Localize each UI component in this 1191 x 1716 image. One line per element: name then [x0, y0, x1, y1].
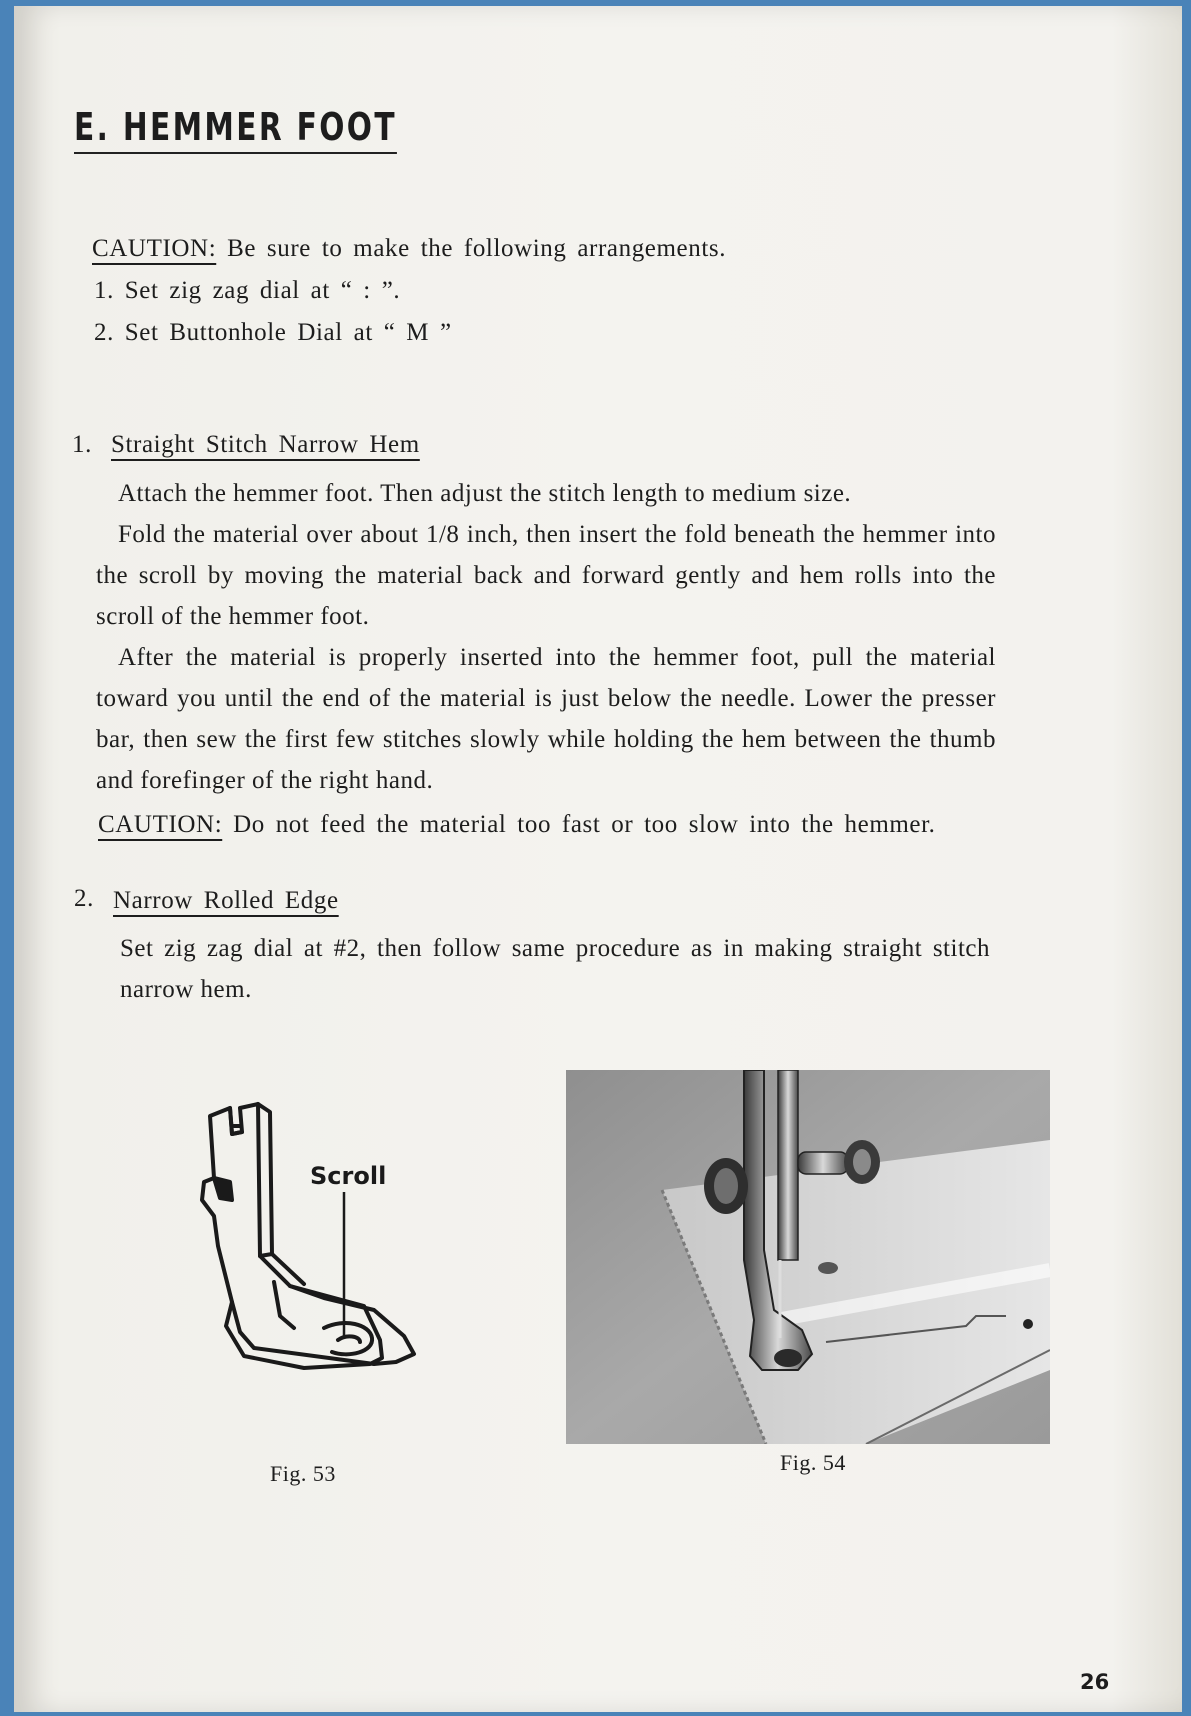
step1-heading: Straight Stitch Narrow Hem [111, 431, 420, 458]
step1-para3: After the material is properly inserted into the hemmer foot, pull the material toward you until the end of the material is just below the needle. Lower the presser bar, then sew the first few stitches slowly while holding the hem between the thumb and forefinger of the right hand. [96, 644, 996, 794]
hemmer-foot-illustration [174, 1096, 454, 1416]
caution-item-1: 1. Set zig zag dial at “ : ”. [94, 277, 401, 304]
step2-heading: Narrow Rolled Edge [113, 887, 339, 914]
caution-text: Be sure to make the following arrangements. [227, 235, 727, 262]
manual-page [14, 6, 1182, 1712]
caution-label: CAUTION: [92, 235, 217, 262]
scroll-callout-label: Scroll [310, 1162, 387, 1190]
step1-caution-label: CAUTION: [98, 811, 223, 838]
step2-para: Set zig zag dial at #2, then follow same procedure as in making straight stitch narrow hem. [120, 935, 990, 1003]
section-title: E. HEMMER FOOT [74, 104, 397, 154]
step1-number: 1. [72, 431, 92, 458]
step1-para1: Attach the hemmer foot. Then adjust the stitch length to medium size. [118, 480, 852, 507]
caution-line [92, 230, 992, 268]
step2-number: 2. [74, 885, 94, 912]
hemmer-foot-photo [566, 1070, 1050, 1444]
step1-para2: Fold the material over about 1/8 inch, then insert the fold beneath the hemmer into the scroll by moving the material back and forward gently and hem rolls into the scroll of the hemmer foot. [96, 521, 996, 630]
step1-caution-text: Do not feed the material too fast or too slow into the hemmer. [233, 811, 936, 838]
page-number: 26 [1080, 1670, 1110, 1694]
fig54-caption: Fig. 54 [780, 1450, 846, 1475]
fig53-caption: Fig. 53 [270, 1461, 336, 1486]
caution-item-2: 2. Set Buttonhole Dial at “ M ” [94, 319, 452, 346]
step1-caution [98, 806, 998, 844]
